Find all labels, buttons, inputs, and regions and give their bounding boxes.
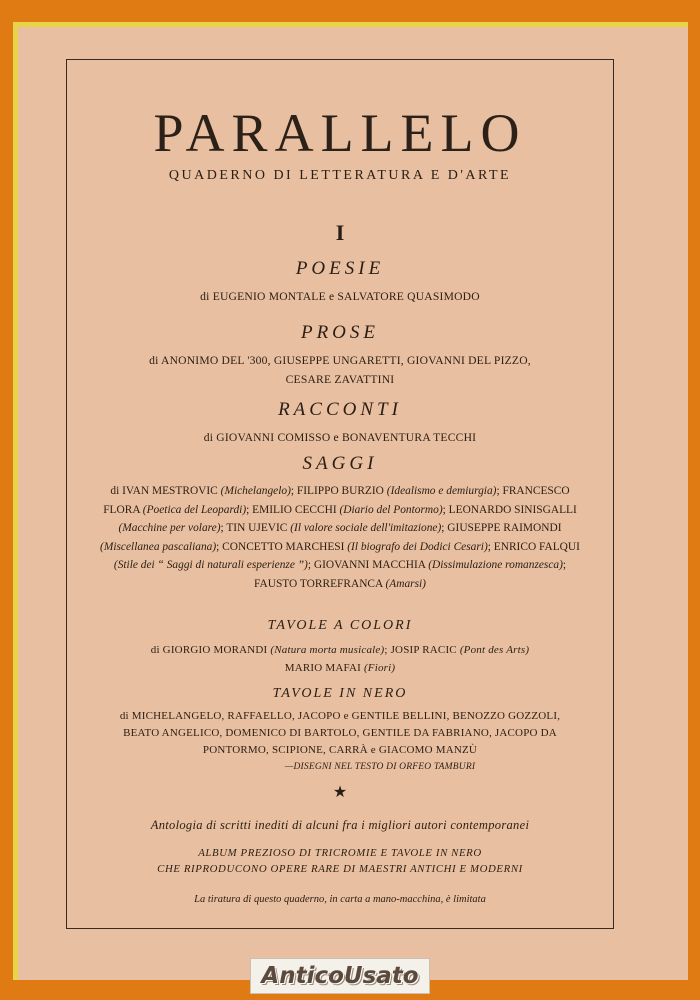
- saggi-entry: GIOVANNI MACCHIA (Dissimulazione romanzesca);: [313, 559, 567, 571]
- tavole-nero-line3: PONTORMO, SCIPIONE, CARRÀ e GIACOMO MANZÙ: [202, 744, 478, 756]
- tavole-colori-line1: di GIORGIO MORANDI (Natura morta musicale); JOSIP RACIC (Pont des Arts): [150, 644, 530, 656]
- saggi-entry: GIUSEPPE RAIMONDI (Miscellanea pascaliana);: [100, 522, 562, 553]
- seller-watermark-logo: AnticoUsato: [250, 958, 430, 994]
- cover-sheet: [13, 22, 688, 980]
- saggi-list: [93, 482, 587, 593]
- racconti-heading: RACCONTI: [278, 399, 402, 420]
- antologia-line: Antologia di scritti inediti di alcuni fra i migliori autori contemporanei: [150, 818, 530, 832]
- saggi-entry: EMILIO CECCHI (Diario del Pontormo);: [252, 503, 446, 516]
- saggi-entry: FRANCESCO FLORA (Poetica del Leopardi);: [103, 485, 570, 516]
- tavole-nero-heading: TAVOLE IN NERO: [272, 686, 408, 701]
- racconti-authors: di GIOVANNI COMISSO e BONAVENTURA TECCHI: [203, 431, 477, 444]
- prose-authors-line2: CESARE ZAVATTINI: [285, 373, 395, 386]
- saggi-entry: di IVAN MESTROVIC (Michelangelo);: [110, 485, 297, 497]
- cover-frame: [66, 59, 614, 929]
- issue-numeral: I: [335, 220, 345, 245]
- saggi-entry: TIN UJEVIC (Il valore sociale dell'imitazione);: [226, 522, 448, 534]
- prose-authors-line1: di ANONIMO DEL '300, GIUSEPPE UNGARETTI, GIOVANNI DEL PIZZO,: [149, 354, 531, 367]
- disegni-note: —DISEGNI NEL TESTO DI ORFEO TAMBURI: [284, 762, 476, 772]
- tavole-nero-line2: BEATO ANGELICO, DOMENICO DI BARTOLO, GENTILE DA FABRIANO, JACOPO DA: [123, 727, 557, 739]
- tavole-colori-line2: MARIO MAFAI (Fiori): [284, 662, 396, 674]
- tavole-colori-heading: TAVOLE A COLORI: [267, 618, 413, 633]
- poesie-authors: di EUGENIO MONTALE e SALVATORE QUASIMODO: [200, 290, 480, 303]
- album-line2: CHE RIPRODUCONO OPERE RARE DI MAESTRI ANTICHI E MODERNI: [157, 863, 523, 875]
- saggi-entry: ENRICO FALQUI (Stile dei “ Saggi di naturali esperienze ”);: [113, 540, 580, 571]
- tiratura-note: La tiratura di questo quaderno, in carta a mano-macchina, è limitata: [194, 894, 486, 905]
- journal-title: PARALLELO: [153, 103, 527, 163]
- prose-heading: PROSE: [300, 322, 380, 343]
- saggi-entry: FAUSTO TORREFRANCA (Amarsi): [254, 577, 426, 590]
- saggi-entry: FILIPPO BURZIO (Idealismo e demiurgia);: [296, 485, 500, 497]
- journal-subtitle: QUADERNO DI LETTERATURA E D'ARTE: [168, 168, 512, 183]
- tavole-nero-line1: di MICHELANGELO, RAFFAELLO, JACOPO e GENTILE BELLINI, BENOZZO GOZZOLI,: [119, 710, 561, 722]
- star-ornament-icon: ★: [332, 784, 348, 801]
- saggi-entry: CONCETTO MARCHESI (Il biografo dei Dodici Cesari);: [222, 540, 494, 553]
- poesie-heading: POESIE: [295, 258, 385, 279]
- album-line1: ALBUM PREZIOSO DI TRICROMIE E TAVOLE IN NERO: [198, 847, 482, 859]
- saggi-entry: LEONARDO SINISGALLI (Macchine per volare);: [118, 503, 577, 534]
- saggi-heading: SAGGI: [302, 453, 378, 474]
